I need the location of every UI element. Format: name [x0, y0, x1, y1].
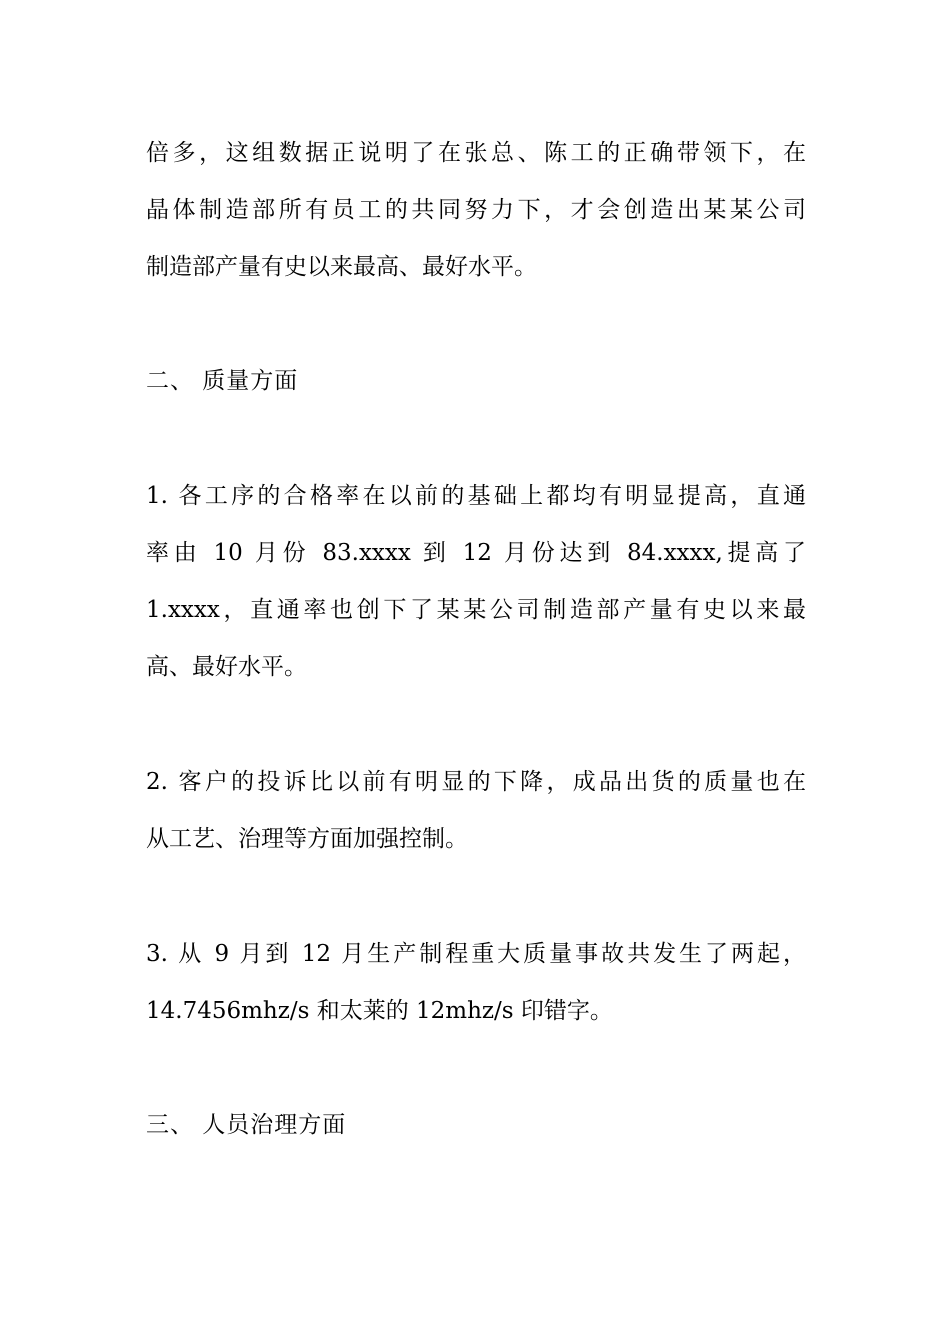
quality-item-3-line-1: 3. 从 9 月到 12 月生产制程重大质量事故共发生了两起， [146, 941, 806, 967]
quality-item-1-line-1: 1. 各工序的合格率在以前的基础上都均有明显提高，直通 [146, 483, 806, 509]
quality-item-3-line-2: 14.7456mhz/s 和太莱的 12mhz/s 印错字。 [146, 998, 613, 1024]
quality-item-1-line-2: 率由 10 月份 83.xxxx 到 12 月份达到 84.xxxx,提高了 [146, 540, 806, 566]
section-heading-personnel: 三、 人员治理方面 [146, 1112, 347, 1138]
quality-item-2-line-1: 2. 客户的投诉比以前有明显的下降，成品出货的质量也在 [146, 769, 806, 795]
quality-item-1-line-3: 1.xxxx，直通率也创下了某某公司制造部产量有史以来最 [146, 597, 806, 623]
section-heading-quality: 二、 质量方面 [146, 368, 299, 394]
paragraph-intro-line-2: 晶体制造部所有员工的共同努力下，才会创造出某某公司 [146, 197, 806, 223]
paragraph-intro-line-3: 制造部产量有史以来最高、最好水平。 [146, 254, 537, 280]
paragraph-intro-line-1: 倍多，这组数据正说明了在张总、陈工的正确带领下，在 [146, 140, 806, 166]
quality-item-2-line-2: 从工艺、治理等方面加强控制。 [146, 826, 468, 852]
quality-item-1-line-4: 高、最好水平。 [146, 654, 307, 680]
